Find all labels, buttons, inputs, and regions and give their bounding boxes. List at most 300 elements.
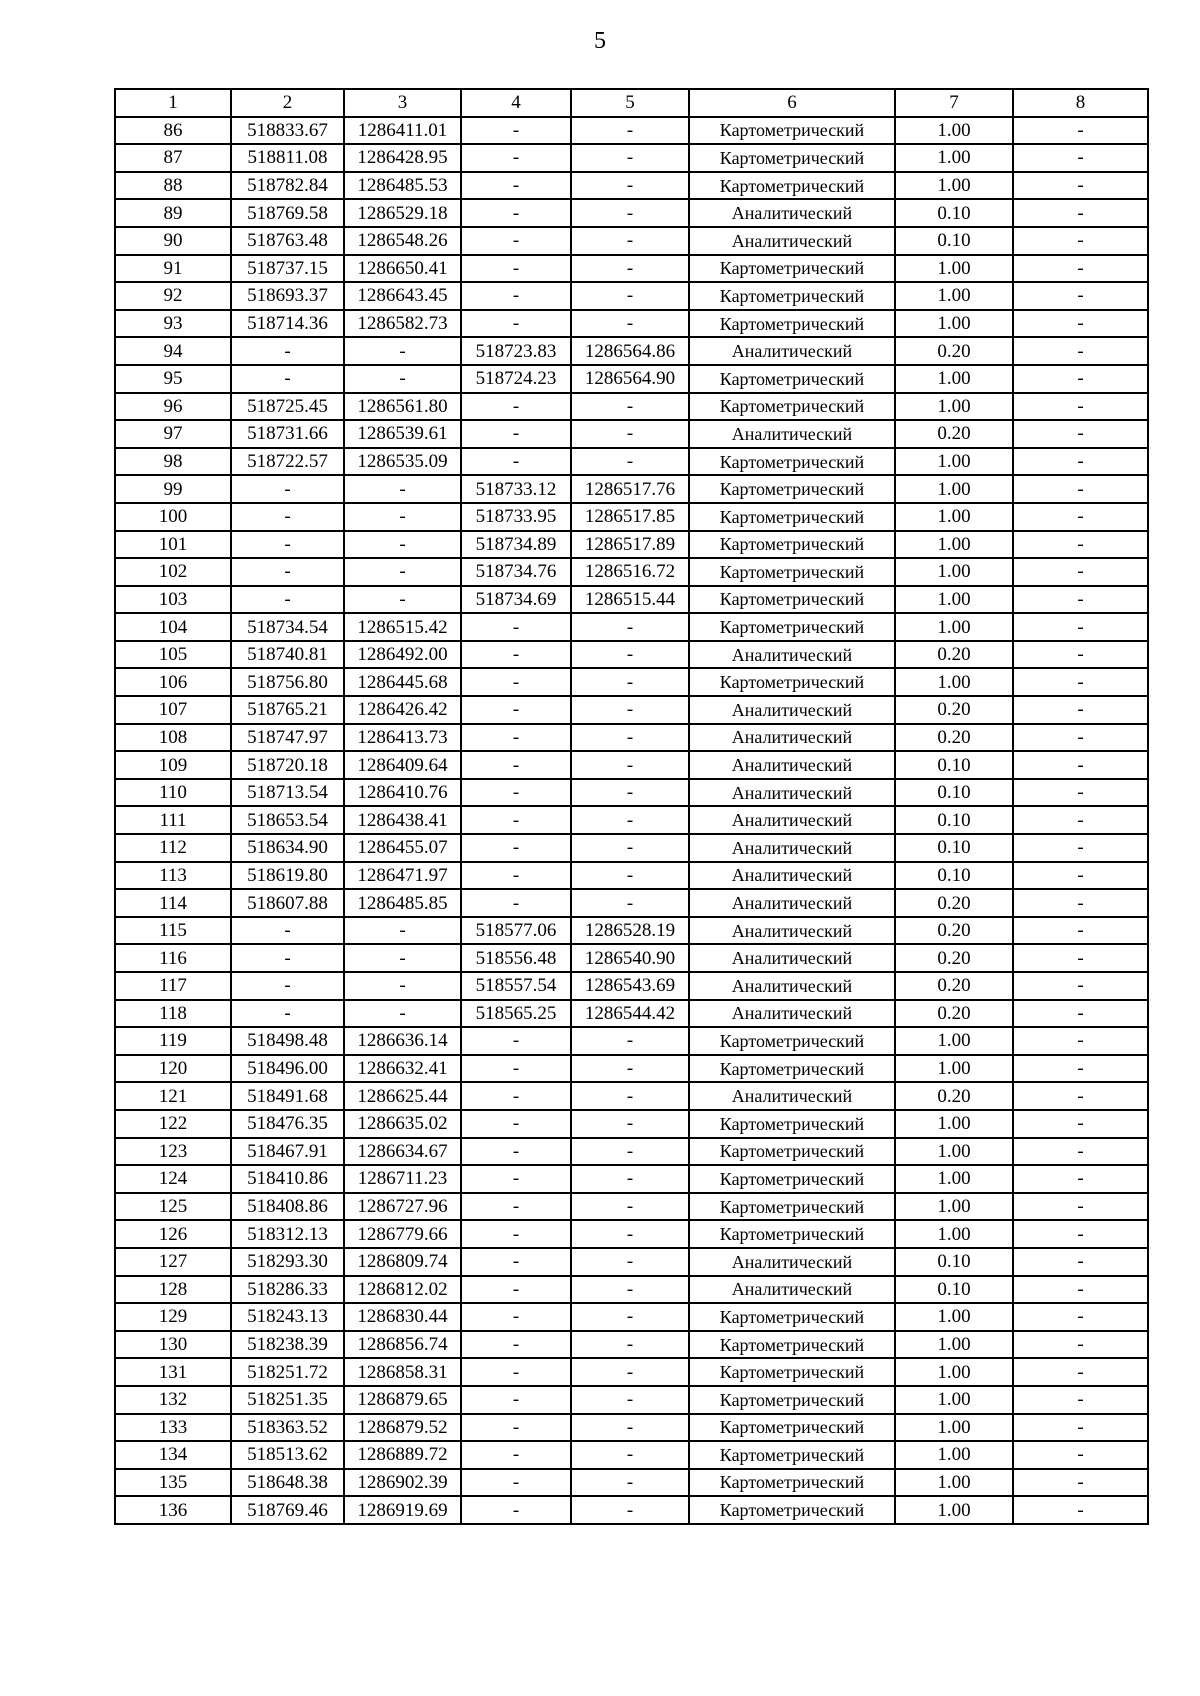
cell-y-coordinate: 1286529.18	[344, 199, 461, 227]
cell-method: Картометрический	[689, 255, 895, 283]
cell-method: Картометрический	[689, 172, 895, 200]
header-cell-4: 4	[461, 89, 571, 117]
cell-accuracy: 1.00	[895, 1055, 1013, 1083]
cell-x-coordinate: 518731.66	[231, 420, 344, 448]
cell-x-coordinate-new: -	[461, 1331, 571, 1359]
table-row	[115, 1138, 1148, 1166]
cell-method: Аналитический	[689, 806, 895, 834]
cell-accuracy: 1.00	[895, 531, 1013, 559]
cell-x-coordinate: 518513.62	[231, 1441, 344, 1469]
cell-x-coordinate: 518312.13	[231, 1220, 344, 1248]
table-row	[115, 337, 1148, 365]
cell-point-number: 87	[115, 144, 231, 172]
cell-accuracy: 1.00	[895, 1110, 1013, 1138]
cell-point-number: 119	[115, 1027, 231, 1055]
cell-point-number: 89	[115, 199, 231, 227]
cell-point-number: 130	[115, 1331, 231, 1359]
cell-method: Картометрический	[689, 1414, 895, 1442]
table-row	[115, 834, 1148, 862]
cell-y-coordinate: 1286409.64	[344, 751, 461, 779]
cell-y-coordinate: 1286426.42	[344, 696, 461, 724]
cell-y-coordinate: 1286889.72	[344, 1441, 461, 1469]
cell-y-coordinate: -	[344, 944, 461, 972]
cell-point-number: 93	[115, 310, 231, 338]
cell-x-coordinate-new: -	[461, 144, 571, 172]
table-row	[115, 1303, 1148, 1331]
cell-note: -	[1013, 751, 1148, 779]
cell-point-number: 133	[115, 1414, 231, 1442]
cell-x-coordinate: 518363.52	[231, 1414, 344, 1442]
cell-x-coordinate-new: -	[461, 1082, 571, 1110]
cell-accuracy: 1.00	[895, 1138, 1013, 1166]
cell-x-coordinate-new: -	[461, 282, 571, 310]
table-row	[115, 393, 1148, 421]
table-row	[115, 1248, 1148, 1276]
table-row	[115, 917, 1148, 945]
cell-method: Картометрический	[689, 393, 895, 421]
cell-y-coordinate: 1286779.66	[344, 1220, 461, 1248]
table-row	[115, 144, 1148, 172]
cell-accuracy: 1.00	[895, 503, 1013, 531]
cell-x-coordinate: 518634.90	[231, 834, 344, 862]
cell-point-number: 121	[115, 1082, 231, 1110]
cell-point-number: 123	[115, 1138, 231, 1166]
cell-x-coordinate: 518833.67	[231, 117, 344, 145]
cell-x-coordinate-new: -	[461, 117, 571, 145]
cell-method: Аналитический	[689, 1248, 895, 1276]
cell-note: -	[1013, 117, 1148, 145]
table-row	[115, 972, 1148, 1000]
cell-y-coordinate-new: -	[571, 1248, 689, 1276]
cell-accuracy: 0.10	[895, 779, 1013, 807]
cell-method: Картометрический	[689, 1220, 895, 1248]
cell-y-coordinate: 1286643.45	[344, 282, 461, 310]
cell-accuracy: 0.10	[895, 834, 1013, 862]
cell-x-coordinate-new: -	[461, 834, 571, 862]
cell-y-coordinate-new: 1286515.44	[571, 586, 689, 614]
cell-x-coordinate: 518653.54	[231, 806, 344, 834]
cell-x-coordinate: 518498.48	[231, 1027, 344, 1055]
cell-y-coordinate: -	[344, 972, 461, 1000]
cell-y-coordinate-new: 1286564.90	[571, 365, 689, 393]
cell-y-coordinate-new: -	[571, 1027, 689, 1055]
cell-y-coordinate: 1286411.01	[344, 117, 461, 145]
cell-y-coordinate-new: -	[571, 668, 689, 696]
cell-accuracy: 1.00	[895, 365, 1013, 393]
cell-note: -	[1013, 613, 1148, 641]
cell-accuracy: 1.00	[895, 255, 1013, 283]
cell-note: -	[1013, 337, 1148, 365]
cell-x-coordinate-new: -	[461, 310, 571, 338]
cell-x-coordinate: 518619.80	[231, 862, 344, 890]
cell-x-coordinate: 518467.91	[231, 1138, 344, 1166]
table-row	[115, 1055, 1148, 1083]
table-row	[115, 641, 1148, 669]
cell-x-coordinate-new: -	[461, 448, 571, 476]
cell-x-coordinate-new: -	[461, 862, 571, 890]
cell-x-coordinate-new: -	[461, 1303, 571, 1331]
cell-point-number: 109	[115, 751, 231, 779]
cell-point-number: 88	[115, 172, 231, 200]
cell-method: Картометрический	[689, 1055, 895, 1083]
cell-x-coordinate-new: -	[461, 1358, 571, 1386]
cell-x-coordinate: -	[231, 337, 344, 365]
cell-accuracy: 1.00	[895, 310, 1013, 338]
cell-point-number: 100	[115, 503, 231, 531]
table-row	[115, 586, 1148, 614]
cell-y-coordinate: 1286650.41	[344, 255, 461, 283]
cell-x-coordinate-new: -	[461, 1027, 571, 1055]
cell-y-coordinate-new: -	[571, 1303, 689, 1331]
coordinates-table	[114, 88, 1149, 1525]
cell-accuracy: 0.20	[895, 420, 1013, 448]
cell-y-coordinate: 1286445.68	[344, 668, 461, 696]
cell-accuracy: 1.00	[895, 613, 1013, 641]
cell-point-number: 114	[115, 889, 231, 917]
cell-y-coordinate-new: 1286528.19	[571, 917, 689, 945]
cell-y-coordinate: 1286535.09	[344, 448, 461, 476]
cell-x-coordinate-new: -	[461, 613, 571, 641]
cell-y-coordinate-new: 1286540.90	[571, 944, 689, 972]
cell-x-coordinate: -	[231, 531, 344, 559]
cell-y-coordinate: 1286561.80	[344, 393, 461, 421]
cell-x-coordinate: 518769.46	[231, 1496, 344, 1524]
cell-note: -	[1013, 558, 1148, 586]
cell-note: -	[1013, 641, 1148, 669]
table-row	[115, 227, 1148, 255]
cell-note: -	[1013, 1358, 1148, 1386]
cell-accuracy: 0.10	[895, 862, 1013, 890]
cell-point-number: 98	[115, 448, 231, 476]
cell-y-coordinate: 1286919.69	[344, 1496, 461, 1524]
cell-y-coordinate: -	[344, 558, 461, 586]
cell-note: -	[1013, 282, 1148, 310]
cell-method: Аналитический	[689, 641, 895, 669]
cell-x-coordinate-new: -	[461, 255, 571, 283]
cell-note: -	[1013, 889, 1148, 917]
cell-x-coordinate-new: -	[461, 199, 571, 227]
table-row	[115, 448, 1148, 476]
cell-x-coordinate-new: 518577.06	[461, 917, 571, 945]
cell-point-number: 106	[115, 668, 231, 696]
cell-note: -	[1013, 1386, 1148, 1414]
cell-accuracy: 0.10	[895, 227, 1013, 255]
cell-x-coordinate-new: 518734.89	[461, 531, 571, 559]
cell-note: -	[1013, 834, 1148, 862]
cell-y-coordinate-new: -	[571, 282, 689, 310]
cell-note: -	[1013, 1138, 1148, 1166]
cell-accuracy: 1.00	[895, 668, 1013, 696]
cell-method: Картометрический	[689, 1358, 895, 1386]
cell-note: -	[1013, 1220, 1148, 1248]
cell-point-number: 103	[115, 586, 231, 614]
cell-accuracy: 0.20	[895, 917, 1013, 945]
cell-note: -	[1013, 420, 1148, 448]
cell-method: Картометрический	[689, 1441, 895, 1469]
cell-method: Аналитический	[689, 751, 895, 779]
cell-note: -	[1013, 1469, 1148, 1497]
cell-note: -	[1013, 724, 1148, 752]
cell-note: -	[1013, 1000, 1148, 1028]
cell-y-coordinate-new: -	[571, 1193, 689, 1221]
cell-accuracy: 0.10	[895, 199, 1013, 227]
cell-accuracy: 1.00	[895, 393, 1013, 421]
cell-accuracy: 0.20	[895, 641, 1013, 669]
cell-note: -	[1013, 448, 1148, 476]
cell-method: Картометрический	[689, 1331, 895, 1359]
table-row	[115, 172, 1148, 200]
cell-point-number: 131	[115, 1358, 231, 1386]
cell-method: Картометрический	[689, 282, 895, 310]
table-row	[115, 724, 1148, 752]
cell-x-coordinate-new: -	[461, 1193, 571, 1221]
cell-note: -	[1013, 503, 1148, 531]
cell-x-coordinate: -	[231, 972, 344, 1000]
cell-y-coordinate: 1286428.95	[344, 144, 461, 172]
cell-point-number: 107	[115, 696, 231, 724]
cell-note: -	[1013, 862, 1148, 890]
cell-method: Картометрический	[689, 668, 895, 696]
table-row	[115, 255, 1148, 283]
cell-note: -	[1013, 1027, 1148, 1055]
cell-x-coordinate-new: -	[461, 1414, 571, 1442]
cell-note: -	[1013, 144, 1148, 172]
cell-y-coordinate: -	[344, 531, 461, 559]
cell-method: Картометрический	[689, 1027, 895, 1055]
cell-method: Картометрический	[689, 117, 895, 145]
cell-point-number: 127	[115, 1248, 231, 1276]
cell-x-coordinate: 518238.39	[231, 1331, 344, 1359]
cell-point-number: 135	[115, 1469, 231, 1497]
cell-accuracy: 1.00	[895, 282, 1013, 310]
cell-x-coordinate-new: 518734.76	[461, 558, 571, 586]
cell-accuracy: 0.20	[895, 972, 1013, 1000]
cell-point-number: 124	[115, 1165, 231, 1193]
cell-x-coordinate-new: 518557.54	[461, 972, 571, 1000]
cell-y-coordinate: -	[344, 365, 461, 393]
cell-x-coordinate-new: 518733.95	[461, 503, 571, 531]
table-row	[115, 282, 1148, 310]
table-row	[115, 944, 1148, 972]
cell-x-coordinate-new: -	[461, 779, 571, 807]
cell-y-coordinate: 1286727.96	[344, 1193, 461, 1221]
cell-y-coordinate: 1286548.26	[344, 227, 461, 255]
cell-y-coordinate: 1286539.61	[344, 420, 461, 448]
cell-note: -	[1013, 944, 1148, 972]
cell-x-coordinate-new: 518556.48	[461, 944, 571, 972]
cell-y-coordinate: 1286856.74	[344, 1331, 461, 1359]
cell-point-number: 118	[115, 1000, 231, 1028]
cell-x-coordinate: 518734.54	[231, 613, 344, 641]
header-cell-8: 8	[1013, 89, 1148, 117]
cell-x-coordinate: -	[231, 558, 344, 586]
cell-y-coordinate-new: -	[571, 724, 689, 752]
cell-accuracy: 1.00	[895, 1441, 1013, 1469]
cell-x-coordinate: 518476.35	[231, 1110, 344, 1138]
table-row	[115, 751, 1148, 779]
cell-y-coordinate-new: -	[571, 1441, 689, 1469]
table-row	[115, 1441, 1148, 1469]
cell-x-coordinate: 518607.88	[231, 889, 344, 917]
cell-method: Аналитический	[689, 1082, 895, 1110]
cell-y-coordinate-new: -	[571, 862, 689, 890]
cell-note: -	[1013, 531, 1148, 559]
cell-note: -	[1013, 668, 1148, 696]
cell-x-coordinate-new: 518733.12	[461, 475, 571, 503]
cell-note: -	[1013, 972, 1148, 1000]
cell-y-coordinate-new: -	[571, 1165, 689, 1193]
table-row	[115, 696, 1148, 724]
cell-point-number: 115	[115, 917, 231, 945]
cell-y-coordinate: 1286410.76	[344, 779, 461, 807]
cell-note: -	[1013, 586, 1148, 614]
cell-accuracy: 1.00	[895, 144, 1013, 172]
cell-note: -	[1013, 310, 1148, 338]
cell-x-coordinate-new: -	[461, 1469, 571, 1497]
cell-y-coordinate-new: -	[571, 1496, 689, 1524]
table-row	[115, 1469, 1148, 1497]
header-cell-1: 1	[115, 89, 231, 117]
cell-method: Аналитический	[689, 1000, 895, 1028]
cell-x-coordinate-new: -	[461, 889, 571, 917]
cell-x-coordinate: 518251.35	[231, 1386, 344, 1414]
cell-accuracy: 0.20	[895, 696, 1013, 724]
cell-y-coordinate: 1286809.74	[344, 1248, 461, 1276]
cell-note: -	[1013, 475, 1148, 503]
cell-y-coordinate-new: -	[571, 1469, 689, 1497]
cell-accuracy: 1.00	[895, 448, 1013, 476]
cell-accuracy: 1.00	[895, 172, 1013, 200]
cell-method: Аналитический	[689, 227, 895, 255]
cell-point-number: 120	[115, 1055, 231, 1083]
cell-y-coordinate-new: -	[571, 834, 689, 862]
cell-y-coordinate: 1286636.14	[344, 1027, 461, 1055]
cell-y-coordinate: 1286830.44	[344, 1303, 461, 1331]
cell-y-coordinate-new: 1286544.42	[571, 1000, 689, 1028]
cell-point-number: 132	[115, 1386, 231, 1414]
cell-method: Картометрический	[689, 475, 895, 503]
cell-accuracy: 1.00	[895, 1027, 1013, 1055]
cell-y-coordinate: 1286632.41	[344, 1055, 461, 1083]
cell-accuracy: 0.10	[895, 1276, 1013, 1304]
cell-point-number: 97	[115, 420, 231, 448]
cell-x-coordinate-new: 518734.69	[461, 586, 571, 614]
cell-accuracy: 0.20	[895, 1000, 1013, 1028]
cell-y-coordinate: 1286879.52	[344, 1414, 461, 1442]
table-row	[115, 1027, 1148, 1055]
table-row	[115, 1165, 1148, 1193]
cell-point-number: 102	[115, 558, 231, 586]
cell-x-coordinate: -	[231, 944, 344, 972]
cell-point-number: 92	[115, 282, 231, 310]
cell-note: -	[1013, 1414, 1148, 1442]
table-row	[115, 1082, 1148, 1110]
table-row	[115, 1000, 1148, 1028]
cell-x-coordinate-new: -	[461, 1248, 571, 1276]
cell-x-coordinate: 518756.80	[231, 668, 344, 696]
cell-accuracy: 1.00	[895, 1358, 1013, 1386]
cell-y-coordinate-new: -	[571, 1082, 689, 1110]
cell-x-coordinate-new: -	[461, 641, 571, 669]
cell-x-coordinate: 518763.48	[231, 227, 344, 255]
cell-accuracy: 1.00	[895, 1193, 1013, 1221]
cell-y-coordinate: 1286492.00	[344, 641, 461, 669]
cell-note: -	[1013, 1055, 1148, 1083]
cell-x-coordinate-new: -	[461, 1276, 571, 1304]
cell-y-coordinate: -	[344, 1000, 461, 1028]
cell-accuracy: 1.00	[895, 475, 1013, 503]
cell-x-coordinate-new: -	[461, 806, 571, 834]
cell-y-coordinate: 1286635.02	[344, 1110, 461, 1138]
cell-accuracy: 0.20	[895, 337, 1013, 365]
cell-y-coordinate: 1286625.44	[344, 1082, 461, 1110]
cell-y-coordinate: 1286413.73	[344, 724, 461, 752]
cell-y-coordinate-new: -	[571, 448, 689, 476]
cell-y-coordinate-new: -	[571, 199, 689, 227]
cell-point-number: 104	[115, 613, 231, 641]
cell-note: -	[1013, 1441, 1148, 1469]
cell-accuracy: 1.00	[895, 1331, 1013, 1359]
cell-y-coordinate-new: -	[571, 420, 689, 448]
cell-y-coordinate: 1286471.97	[344, 862, 461, 890]
cell-x-coordinate: -	[231, 365, 344, 393]
cell-accuracy: 1.00	[895, 1220, 1013, 1248]
cell-method: Картометрический	[689, 1138, 895, 1166]
cell-method: Картометрический	[689, 1496, 895, 1524]
cell-x-coordinate-new: 518565.25	[461, 1000, 571, 1028]
cell-x-coordinate: 518648.38	[231, 1469, 344, 1497]
cell-x-coordinate-new: -	[461, 420, 571, 448]
cell-method: Картометрический	[689, 1110, 895, 1138]
cell-y-coordinate: 1286711.23	[344, 1165, 461, 1193]
cell-method: Картометрический	[689, 448, 895, 476]
cell-note: -	[1013, 779, 1148, 807]
cell-y-coordinate: 1286902.39	[344, 1469, 461, 1497]
cell-point-number: 105	[115, 641, 231, 669]
cell-y-coordinate: 1286879.65	[344, 1386, 461, 1414]
cell-y-coordinate: 1286634.67	[344, 1138, 461, 1166]
cell-x-coordinate: 518740.81	[231, 641, 344, 669]
cell-note: -	[1013, 1496, 1148, 1524]
cell-x-coordinate: 518243.13	[231, 1303, 344, 1331]
cell-y-coordinate-new: -	[571, 613, 689, 641]
cell-x-coordinate-new: -	[461, 1138, 571, 1166]
table-row	[115, 475, 1148, 503]
cell-y-coordinate-new: -	[571, 310, 689, 338]
cell-x-coordinate-new: 518723.83	[461, 337, 571, 365]
cell-x-coordinate: 518286.33	[231, 1276, 344, 1304]
cell-method: Аналитический	[689, 420, 895, 448]
cell-method: Аналитический	[689, 972, 895, 1000]
cell-y-coordinate: 1286485.85	[344, 889, 461, 917]
cell-note: -	[1013, 199, 1148, 227]
cell-point-number: 113	[115, 862, 231, 890]
cell-x-coordinate: 518408.86	[231, 1193, 344, 1221]
cell-note: -	[1013, 227, 1148, 255]
cell-point-number: 116	[115, 944, 231, 972]
cell-accuracy: 1.00	[895, 117, 1013, 145]
cell-y-coordinate-new: -	[571, 1276, 689, 1304]
cell-x-coordinate-new: -	[461, 172, 571, 200]
cell-note: -	[1013, 696, 1148, 724]
cell-accuracy: 1.00	[895, 586, 1013, 614]
cell-note: -	[1013, 1193, 1148, 1221]
cell-x-coordinate: 518693.37	[231, 282, 344, 310]
cell-note: -	[1013, 1303, 1148, 1331]
cell-note: -	[1013, 1110, 1148, 1138]
cell-method: Аналитический	[689, 779, 895, 807]
cell-method: Аналитический	[689, 889, 895, 917]
